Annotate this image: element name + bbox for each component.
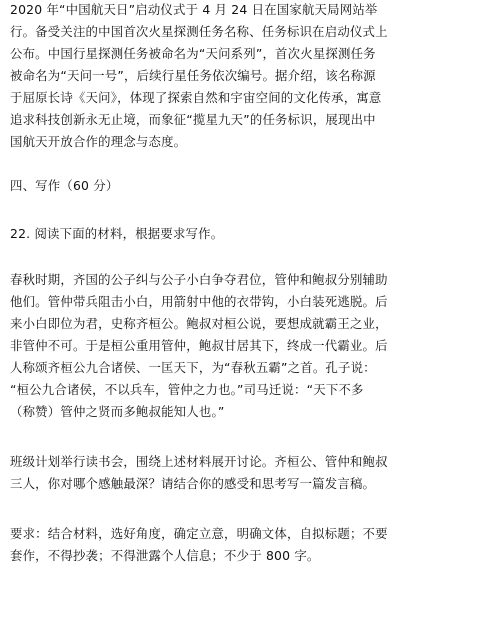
paragraph-line: 追求科技创新永无止境，而象征“揽星九天”的任务标识，展现出中 xyxy=(10,112,376,127)
material-line: 他们。管仲带兵阻击小白，用箭射中他的衣带钩，小白装死逃脱。后 xyxy=(10,294,388,309)
requirements-line: 套作，不得抄袭；不得泄露个人信息；不少于 800 字。 xyxy=(10,548,320,563)
section-heading: 四、写作（60 分） xyxy=(10,178,119,193)
material-line: 来小白即位为君，史称齐桓公。鲍叔对桓公说，要想成就霸王之业， xyxy=(10,316,388,331)
paragraph-line: 国航天开放合作的理念与态度。 xyxy=(10,134,187,149)
paragraph-line: 2020 年“中国航天日”启动仪式于 4 月 24 日在国家航天局网站举 xyxy=(10,2,378,17)
paragraph-line: 被命名为“天问一号”，后续行星任务依次编号。据介绍，该名称源 xyxy=(10,68,376,83)
task-line: 三人，你对哪个感触最深？请结合你的感受和思考写一篇发言稿。 xyxy=(10,476,376,491)
paragraph-line: 行。备受关注的中国首次火星探测任务名称、任务标识在启动仪式上 xyxy=(10,24,388,39)
requirements-line: 要求：结合材料，选好角度，确定立意，明确文体，自拟标题；不要 xyxy=(10,526,388,541)
paragraph-line: 于屈原长诗《天问》，体现了探索自然和宇宙空间的文化传承，寓意 xyxy=(10,90,382,105)
task-line: 班级计划举行读书会，围绕上述材料展开讨论。齐桓公、管仲和鲍叔 xyxy=(10,454,388,469)
question-prompt: 22. 阅读下面的材料，根据要求写作。 xyxy=(10,226,224,241)
material-line: （称赞）管仲之贤而多鲍叔能知人也。” xyxy=(10,404,225,419)
material-line: 春秋时期，齐国的公子纠与公子小白争夺君位，管仲和鲍叔分别辅助 xyxy=(10,272,388,287)
material-line: 人称颂齐桓公九合诸侯、一匡天下，为“春秋五霸”之首。孔子说： xyxy=(10,360,376,375)
material-line: “桓公九合诸侯，不以兵车，管仲之力也。”司马迁说：“天下不多 xyxy=(10,382,364,397)
paragraph-line: 公布。中国行星探测任务被命名为“天问系列”，首次火星探测任务 xyxy=(10,46,376,61)
material-line: 非管仲不可。于是桓公重用管仲，鲍叔甘居其下，终成一代霸业。后 xyxy=(10,338,388,353)
